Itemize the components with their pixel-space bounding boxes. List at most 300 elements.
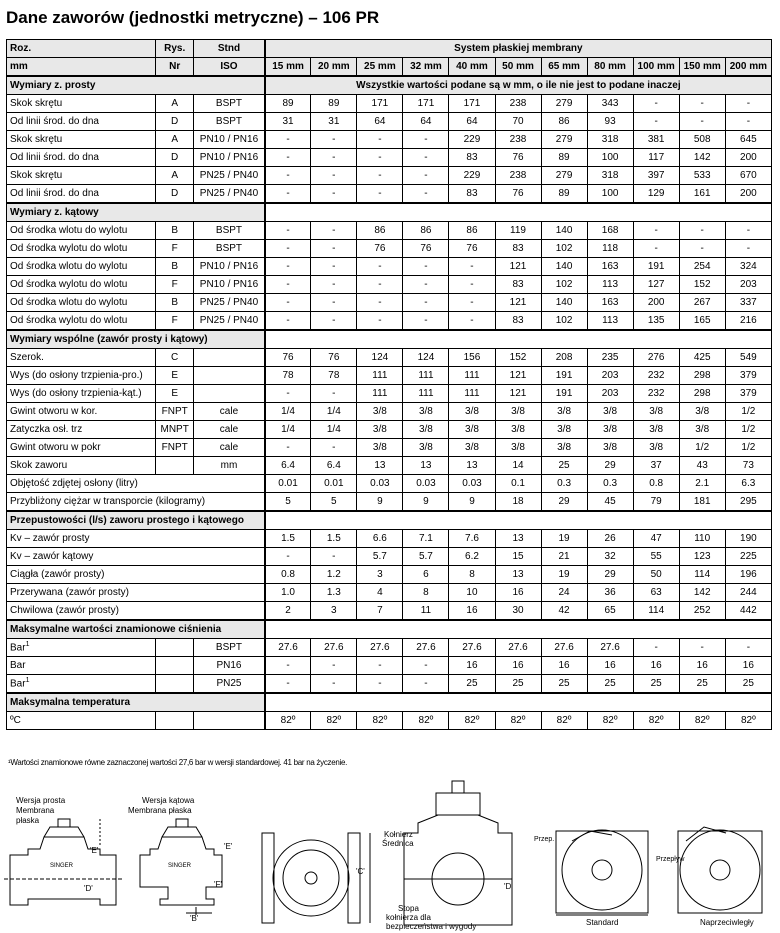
row-label: Kv – zawór prosty xyxy=(7,530,265,548)
table-cell: 10 xyxy=(449,584,495,602)
table-cell: 1.2 xyxy=(311,566,357,584)
table-cell: - xyxy=(403,131,449,149)
table-cell: 29 xyxy=(541,493,587,512)
table-cell: - xyxy=(311,657,357,675)
table-cell: 102 xyxy=(541,276,587,294)
table-cell: 140 xyxy=(541,258,587,276)
table-cell: 168 xyxy=(587,222,633,240)
label-straight-sub1: Membrana xyxy=(16,806,55,815)
table-row xyxy=(7,421,772,439)
row-label xyxy=(7,113,156,131)
table-cell: 19 xyxy=(541,566,587,584)
table-cell: 25 xyxy=(449,675,495,694)
table-cell: 14 xyxy=(495,457,541,475)
table-cell: 670 xyxy=(725,167,771,185)
table-cell: - xyxy=(403,312,449,331)
row-label xyxy=(7,149,156,167)
table-cell: - xyxy=(633,113,679,131)
table-cell: 200 xyxy=(725,149,771,167)
row-label-text: Od linii środ. do dna xyxy=(10,116,99,127)
table-row xyxy=(7,439,772,457)
table-cell: - xyxy=(449,276,495,294)
table-cell: 152 xyxy=(679,276,725,294)
table-cell: 82º xyxy=(495,712,541,730)
table-cell: 76 xyxy=(403,240,449,258)
table-cell: - xyxy=(311,548,357,566)
table-cell: 36 xyxy=(587,584,633,602)
header-size: 50 mm xyxy=(495,58,541,77)
section-row xyxy=(7,620,772,639)
table-cell: 279 xyxy=(541,167,587,185)
row-label: Przerywana (zawór prosty) xyxy=(7,584,265,602)
table-cell: 43 xyxy=(679,457,725,475)
dim-b: 'B' xyxy=(190,914,199,923)
table-cell: 25 xyxy=(541,457,587,475)
table-cell: 76 xyxy=(495,149,541,167)
table-row xyxy=(7,675,772,694)
header-size: 25 mm xyxy=(357,58,403,77)
table-cell: 89 xyxy=(541,185,587,204)
table-cell: 3/8 xyxy=(449,439,495,457)
row-label xyxy=(7,712,156,730)
brand-straight: SINGER xyxy=(50,863,74,869)
table-cell: 114 xyxy=(679,566,725,584)
row-label-text: Bar xyxy=(10,642,26,654)
table-cell: - xyxy=(633,222,679,240)
row-nr: B xyxy=(156,258,194,276)
table-cell: 9 xyxy=(449,493,495,512)
row-label xyxy=(7,349,156,367)
row-label xyxy=(7,294,156,312)
table-cell: 343 xyxy=(587,95,633,113)
row-label xyxy=(7,639,156,657)
row-label-text: Od środka wlotu do wylotu xyxy=(10,225,128,236)
table-cell: 171 xyxy=(403,95,449,113)
table-cell: 549 xyxy=(725,349,771,367)
table-cell: 63 xyxy=(633,584,679,602)
table-cell: 89 xyxy=(541,149,587,167)
table-row xyxy=(7,385,772,403)
section-gap xyxy=(265,693,772,712)
table-cell: 279 xyxy=(541,95,587,113)
table-cell: - xyxy=(357,657,403,675)
header-size: 80 mm xyxy=(587,58,633,77)
table-cell: - xyxy=(311,385,357,403)
table-cell: - xyxy=(403,675,449,694)
table-cell: 29 xyxy=(587,566,633,584)
row-label-text: Gwint otworu w pokr xyxy=(10,442,101,453)
table-cell: - xyxy=(449,312,495,331)
table-cell: 73 xyxy=(725,457,771,475)
table-cell: 111 xyxy=(449,367,495,385)
table-cell: 6.2 xyxy=(449,548,495,566)
table-cell: - xyxy=(311,240,357,258)
table-cell: 235 xyxy=(587,349,633,367)
table-cell: 6 xyxy=(403,566,449,584)
table-cell: 1/4 xyxy=(265,403,311,421)
row-label-text: Od środka wlotu do wylotu xyxy=(10,261,128,272)
table-cell: 19 xyxy=(541,530,587,548)
table-cell: - xyxy=(403,657,449,675)
row-label xyxy=(7,95,156,113)
table-cell: 5 xyxy=(311,493,357,512)
table-cell: 42 xyxy=(541,602,587,621)
header-iso: ISO xyxy=(194,58,265,77)
table-cell: 6.6 xyxy=(357,530,403,548)
table-cell: 324 xyxy=(725,258,771,276)
table-cell: 8 xyxy=(403,584,449,602)
table-cell: 117 xyxy=(633,149,679,167)
table-cell: 191 xyxy=(633,258,679,276)
table-cell: 1/2 xyxy=(725,439,771,457)
table-row xyxy=(7,276,772,294)
row-label xyxy=(7,403,156,421)
table-cell: - xyxy=(311,258,357,276)
table-cell: 3/8 xyxy=(633,439,679,457)
row-iso: PN25 / PN40 xyxy=(194,185,265,204)
row-nr: FNPT xyxy=(156,403,194,421)
table-cell: 25 xyxy=(679,675,725,694)
table-cell: 163 xyxy=(587,258,633,276)
table-cell: 0.1 xyxy=(495,475,541,493)
header-size: 150 mm xyxy=(679,58,725,77)
table-cell: 86 xyxy=(449,222,495,240)
table-cell: 83 xyxy=(449,149,495,167)
table-cell: 0.3 xyxy=(587,475,633,493)
table-cell: 121 xyxy=(495,367,541,385)
table-cell: - xyxy=(725,113,771,131)
valve-data-table xyxy=(6,39,772,730)
table-cell: 318 xyxy=(587,167,633,185)
table-cell: 26 xyxy=(587,530,633,548)
row-nr: MNPT xyxy=(156,421,194,439)
table-cell: - xyxy=(357,167,403,185)
table-cell: 114 xyxy=(633,602,679,621)
label-foot-2: kołnierza dla xyxy=(386,913,431,922)
table-cell: 0.01 xyxy=(265,475,311,493)
row-label xyxy=(7,276,156,294)
row-nr: FNPT xyxy=(156,439,194,457)
row-iso: PN25 / PN40 xyxy=(194,294,265,312)
table-row xyxy=(7,584,772,602)
table-cell: 1/2 xyxy=(725,421,771,439)
table-cell: 119 xyxy=(495,222,541,240)
table-cell: 70 xyxy=(495,113,541,131)
table-cell: 3/8 xyxy=(495,421,541,439)
section-row xyxy=(7,330,772,349)
row-nr: C xyxy=(156,349,194,367)
section-title: Wymiary z. kątowy xyxy=(7,203,265,222)
table-cell: 89 xyxy=(311,95,357,113)
table-row xyxy=(7,258,772,276)
header-row-1 xyxy=(7,40,772,58)
table-cell: 82º xyxy=(449,712,495,730)
table-cell: - xyxy=(357,276,403,294)
section-row xyxy=(7,511,772,530)
table-cell: 0.8 xyxy=(633,475,679,493)
table-cell: 7 xyxy=(357,602,403,621)
table-cell: - xyxy=(265,131,311,149)
table-cell: 3/8 xyxy=(403,403,449,421)
table-cell: - xyxy=(265,167,311,185)
table-cell: 27.6 xyxy=(449,639,495,657)
table-cell: - xyxy=(265,258,311,276)
table-cell: 252 xyxy=(679,602,725,621)
label-angle-sub: Membrana płaska xyxy=(128,806,192,815)
row-iso: BSPT xyxy=(194,113,265,131)
section-row xyxy=(7,203,772,222)
table-cell: 3 xyxy=(357,566,403,584)
row-label xyxy=(7,421,156,439)
table-cell: 3/8 xyxy=(541,421,587,439)
header-nr: Nr xyxy=(156,58,194,77)
row-label: Przybliżony ciężar w transporcie (kilogramy) xyxy=(7,493,265,512)
table-cell: 27.6 xyxy=(357,639,403,657)
brand-angle: SINGER xyxy=(168,863,192,869)
table-cell: 216 xyxy=(725,312,771,331)
table-cell: 82º xyxy=(541,712,587,730)
section-note: Wszystkie wartości podane są w mm, o ile nie jest to podane inaczej xyxy=(265,76,772,95)
table-cell: 13 xyxy=(403,457,449,475)
table-cell: 3/8 xyxy=(679,403,725,421)
table-row xyxy=(7,493,772,512)
table-cell: 295 xyxy=(725,493,771,512)
table-cell: - xyxy=(311,439,357,457)
header-rys: Rys. xyxy=(156,40,194,58)
table-cell: - xyxy=(403,167,449,185)
page-title: Dane zaworów (jednostki metryczne) – 106 PR xyxy=(6,8,380,27)
table-cell: 47 xyxy=(633,530,679,548)
table-cell: 200 xyxy=(725,185,771,204)
section-gap xyxy=(265,330,772,349)
table-cell: 79 xyxy=(633,493,679,512)
section-title: Wymiary wspólne (zawór prosty i kątowy) xyxy=(7,330,265,349)
row-label xyxy=(7,312,156,331)
label-standard: Standard xyxy=(586,918,619,927)
table-cell: 100 xyxy=(587,149,633,167)
table-cell: 127 xyxy=(633,276,679,294)
table-cell: 238 xyxy=(495,131,541,149)
table-cell: - xyxy=(403,294,449,312)
table-cell: 11 xyxy=(403,602,449,621)
table-cell: 3/8 xyxy=(403,421,449,439)
section-gap xyxy=(265,620,772,639)
table-cell: 238 xyxy=(495,95,541,113)
table-cell: - xyxy=(633,95,679,113)
table-row xyxy=(7,639,772,657)
table-cell: 82º xyxy=(725,712,771,730)
table-cell: 31 xyxy=(311,113,357,131)
table-cell: 31 xyxy=(265,113,311,131)
row-iso xyxy=(194,712,265,730)
table-cell: 9 xyxy=(403,493,449,512)
table-cell: - xyxy=(357,149,403,167)
table-cell: 113 xyxy=(587,312,633,331)
table-cell: 89 xyxy=(265,95,311,113)
table-cell: - xyxy=(311,185,357,204)
row-label-text: Skok skrętu xyxy=(10,134,63,145)
table-cell: 86 xyxy=(541,113,587,131)
table-cell: 0.03 xyxy=(403,475,449,493)
table-cell: 7.1 xyxy=(403,530,449,548)
row-label-text: Od środka wlotu do wylotu xyxy=(10,297,128,308)
table-cell: 203 xyxy=(587,385,633,403)
table-cell: 203 xyxy=(725,276,771,294)
table-cell: 27.6 xyxy=(587,639,633,657)
valve-diagrams xyxy=(0,775,780,933)
table-cell: 25 xyxy=(495,675,541,694)
table-cell: 3/8 xyxy=(587,403,633,421)
table-cell: - xyxy=(357,294,403,312)
row-iso: PN25 / PN40 xyxy=(194,167,265,185)
label-foot-1: Stopa xyxy=(398,904,419,913)
table-cell: 50 xyxy=(633,566,679,584)
dim-d-section: 'D' xyxy=(504,882,513,891)
table-cell: 298 xyxy=(679,385,725,403)
table-cell: - xyxy=(357,258,403,276)
table-cell: 82º xyxy=(357,712,403,730)
header-size: 100 mm xyxy=(633,58,679,77)
table-cell: 76 xyxy=(265,349,311,367)
table-cell: 3/8 xyxy=(587,421,633,439)
table-cell: 111 xyxy=(357,367,403,385)
table-cell: - xyxy=(357,185,403,204)
table-cell: 118 xyxy=(587,240,633,258)
table-cell: 3/8 xyxy=(495,403,541,421)
row-nr xyxy=(156,675,194,694)
table-cell: 121 xyxy=(495,258,541,276)
table-cell: 0.03 xyxy=(449,475,495,493)
table-cell: - xyxy=(403,258,449,276)
row-nr xyxy=(156,639,194,657)
row-iso: cale xyxy=(194,421,265,439)
table-cell: 16 xyxy=(495,657,541,675)
table-cell: 64 xyxy=(449,113,495,131)
footnote-marker: 1 xyxy=(25,641,30,649)
table-cell: 2.1 xyxy=(679,475,725,493)
table-cell: 13 xyxy=(449,457,495,475)
row-iso: PN10 / PN16 xyxy=(194,258,265,276)
header-size: 200 mm xyxy=(725,58,771,77)
header-size: 40 mm xyxy=(449,58,495,77)
row-nr xyxy=(156,712,194,730)
table-cell: 27.6 xyxy=(265,639,311,657)
table-cell: 337 xyxy=(725,294,771,312)
table-cell: 6.4 xyxy=(311,457,357,475)
table-cell: - xyxy=(725,639,771,657)
header-stnd: Stnd xyxy=(194,40,265,58)
row-iso: mm xyxy=(194,457,265,475)
table-cell: 200 xyxy=(633,294,679,312)
row-label-text: Od linii środ. do dna xyxy=(10,152,99,163)
label-collar-1: Kołnierz xyxy=(384,830,413,839)
table-cell: - xyxy=(265,385,311,403)
table-cell: 0.03 xyxy=(357,475,403,493)
table-cell: 13 xyxy=(495,530,541,548)
table-cell: 425 xyxy=(679,349,725,367)
table-cell: 5.7 xyxy=(403,548,449,566)
row-nr: A xyxy=(156,167,194,185)
table-cell: - xyxy=(265,276,311,294)
row-nr: D xyxy=(156,185,194,204)
table-cell: - xyxy=(311,294,357,312)
table-cell: 27.6 xyxy=(403,639,449,657)
table-cell: 45 xyxy=(587,493,633,512)
table-cell: - xyxy=(311,675,357,694)
table-cell: 121 xyxy=(495,294,541,312)
table-cell: 442 xyxy=(725,602,771,621)
table-row xyxy=(7,312,772,331)
row-label xyxy=(7,185,156,204)
table-cell: - xyxy=(265,312,311,331)
table-cell: 140 xyxy=(541,222,587,240)
row-iso: BSPT xyxy=(194,95,265,113)
row-label-text: Wys (do osłony trzpienia-kąt.) xyxy=(10,388,142,399)
table-cell: 225 xyxy=(725,548,771,566)
table-cell: 276 xyxy=(633,349,679,367)
table-cell: 18 xyxy=(495,493,541,512)
section-title: Maksymalna temperatura xyxy=(7,693,265,712)
table-row xyxy=(7,167,772,185)
table-row xyxy=(7,367,772,385)
table-cell: - xyxy=(679,113,725,131)
table-cell: 0.3 xyxy=(541,475,587,493)
section-title: Przepustowości (l/s) zaworu prostego i kątowego xyxy=(7,511,265,530)
table-cell: 111 xyxy=(449,385,495,403)
table-cell: 83 xyxy=(495,276,541,294)
dim-f: 'F' xyxy=(214,880,222,889)
table-cell: - xyxy=(357,131,403,149)
table-cell: 298 xyxy=(679,367,725,385)
table-cell: 142 xyxy=(679,149,725,167)
table-row xyxy=(7,294,772,312)
table-cell: 111 xyxy=(357,385,403,403)
table-cell: - xyxy=(679,240,725,258)
table-cell: 3/8 xyxy=(679,421,725,439)
table-cell: 1/2 xyxy=(725,403,771,421)
table-cell: 379 xyxy=(725,367,771,385)
table-cell: 32 xyxy=(587,548,633,566)
table-cell: 100 xyxy=(587,185,633,204)
header-size: 32 mm xyxy=(403,58,449,77)
header-roz: Roz. xyxy=(7,40,156,58)
table-cell: 15 xyxy=(495,548,541,566)
table-cell: 381 xyxy=(633,131,679,149)
row-label xyxy=(7,657,156,675)
table-cell: 24 xyxy=(541,584,587,602)
header-size: 20 mm xyxy=(311,58,357,77)
row-iso: PN25 / PN40 xyxy=(194,312,265,331)
dim-d: 'D' xyxy=(84,884,93,893)
row-nr: E xyxy=(156,367,194,385)
table-cell: 111 xyxy=(403,385,449,403)
table-cell: 6.4 xyxy=(265,457,311,475)
table-cell: 238 xyxy=(495,167,541,185)
label-reverse: Naprzeciwległy xyxy=(700,918,754,927)
table-cell: 208 xyxy=(541,349,587,367)
label-straight-sub2: płaska xyxy=(16,816,40,825)
row-label-text: Zatyczka osł. trz xyxy=(10,424,83,435)
section-title: Maksymalne wartości znamionowe ciśnienia xyxy=(7,620,265,639)
table-cell: 3/8 xyxy=(541,403,587,421)
row-nr: F xyxy=(156,240,194,258)
section-row xyxy=(7,693,772,712)
table-row xyxy=(7,657,772,675)
row-label-text: Bar xyxy=(10,660,26,671)
table-cell: - xyxy=(311,312,357,331)
table-cell: 3/8 xyxy=(449,403,495,421)
table-cell: - xyxy=(633,639,679,657)
